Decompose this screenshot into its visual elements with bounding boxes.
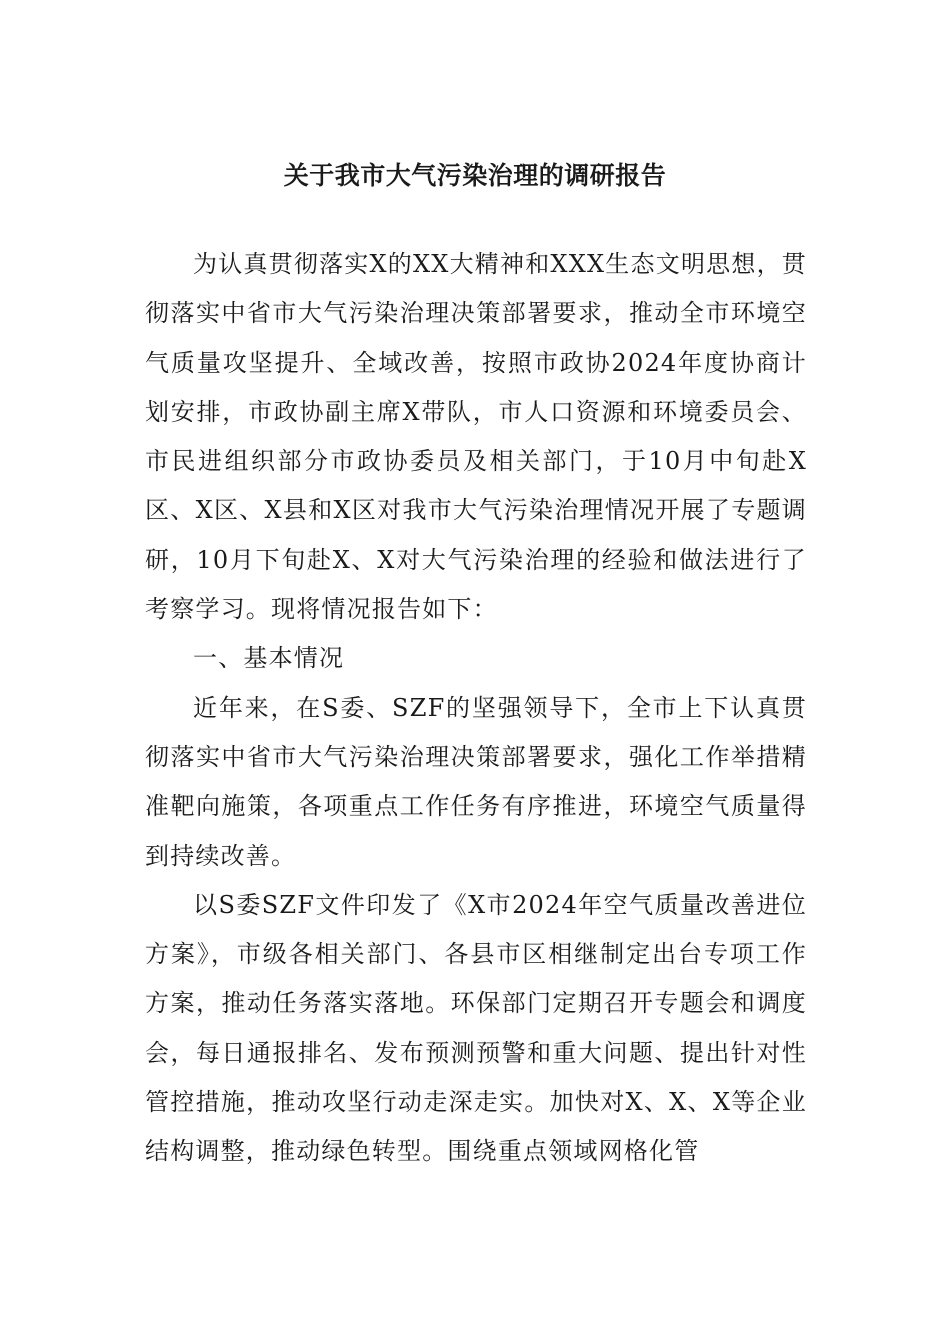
paragraph-overview: 近年来，在S委、SZF的坚强领导下，全市上下认真贯彻落实中省市大气污染治理决策部署要求，强化工作举措精准靶向施策，各项重点工作任务有序推进，环境空气质量得到持续改善。	[145, 693, 807, 870]
section-heading-basic-situation: 一、基本情况	[193, 644, 345, 673]
document-body	[145, 240, 807, 1177]
paragraph-measures: 以S委SZF文件印发了《X市2024年空气质量改善进位方案》，市级各相关部门、各县市区相继制定出台专项工作方案，推动任务落实落地。环保部门定期召开专题会和调度会，每日通报排名、发布预测预警和重大问题、提出针对性管控措施，推动攻坚行动走深走实。加快对X、X、X等企业结构调整，推动绿色转型。围绕重点领域网格化管	[145, 890, 807, 1166]
document-title: 关于我市大气污染治理的调研报告	[283, 161, 667, 190]
paragraph-intro: 为认真贯彻落实X的XX大精神和XXX生态文明思想，贯彻落实中省市大气污染治理决策部署要求，推动全市环境空气质量攻坚提升、全域改善，按照市政协2024年度协商计划安排，市政协副主席X带队，市人口资源和环境委员会、市民进组织部分市政协委员及相关部门，于10月中旬赴X区、X区、X县和X区对我市大气污染治理情况开展了专题调研，10月下旬赴X、X对大气污染治理的经验和做法进行了考察学习。现将情况报告如下：	[145, 250, 807, 624]
